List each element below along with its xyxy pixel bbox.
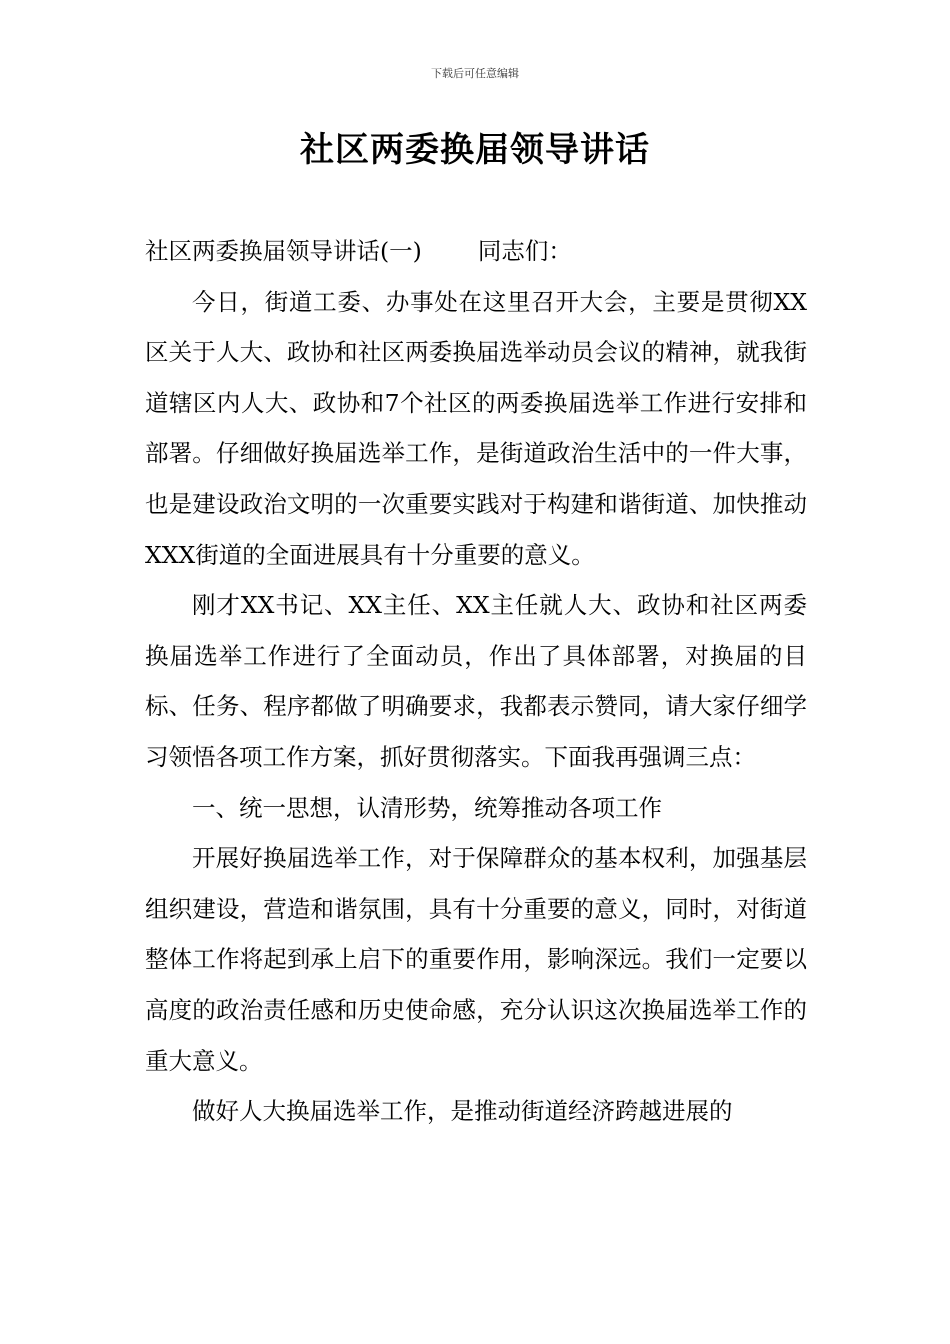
document-body — [145, 226, 807, 1137]
paragraph: 开展好换届选举工作，对于保障群众的基本权利，加强基层组织建设，营造和谐氛围，具有十分重要的意义，同时，对街道整体工作将起到承上启下的重要作用，影响深远。我们一定要以高度的政治责任感和历史使命感，充分认识这次换届选举工作的重大意义。 — [145, 844, 807, 1075]
paragraph: 刚才XX书记、XX主任、XX主任就人大、政协和社区两委换届选举工作进行了全面动员，作出了具体部署，对换届的目标、任务、程序都做了明确要求，我都表示赞同，请大家仔细学习领悟各项工作方案，抓好贯彻落实。下面我再强调三点： — [145, 591, 807, 771]
subtitle-line — [145, 226, 807, 277]
paragraph: 做好人大换届选举工作，是推动街道经济跨越进展的 — [192, 1097, 733, 1126]
subtitle: 社区两委换届领导讲话(一) — [145, 237, 422, 265]
paragraph: 今日，街道工委、办事处在这里召开大会，主要是贯彻XX区关于人大、政协和社区两委换届选举动员会议的精神，就我街道辖区内人大、政协和7个社区的两委换届选举工作进行安排和部署。仔细做好换届选举工作，是街道政治生活中的一件大事，也是建设政治文明的一次重要实践对于构建和谐街道、加快推动XXX街道的全面进展具有十分重要的意义。 — [145, 287, 807, 569]
header-note: 下载后可任意编辑 — [431, 67, 519, 80]
salutation: 同志们： — [477, 237, 572, 265]
page-title: 社区两委换届领导讲话 — [300, 130, 650, 170]
section-heading: 一、统一思想，认清形势，统筹推动各项工作 — [192, 793, 662, 822]
